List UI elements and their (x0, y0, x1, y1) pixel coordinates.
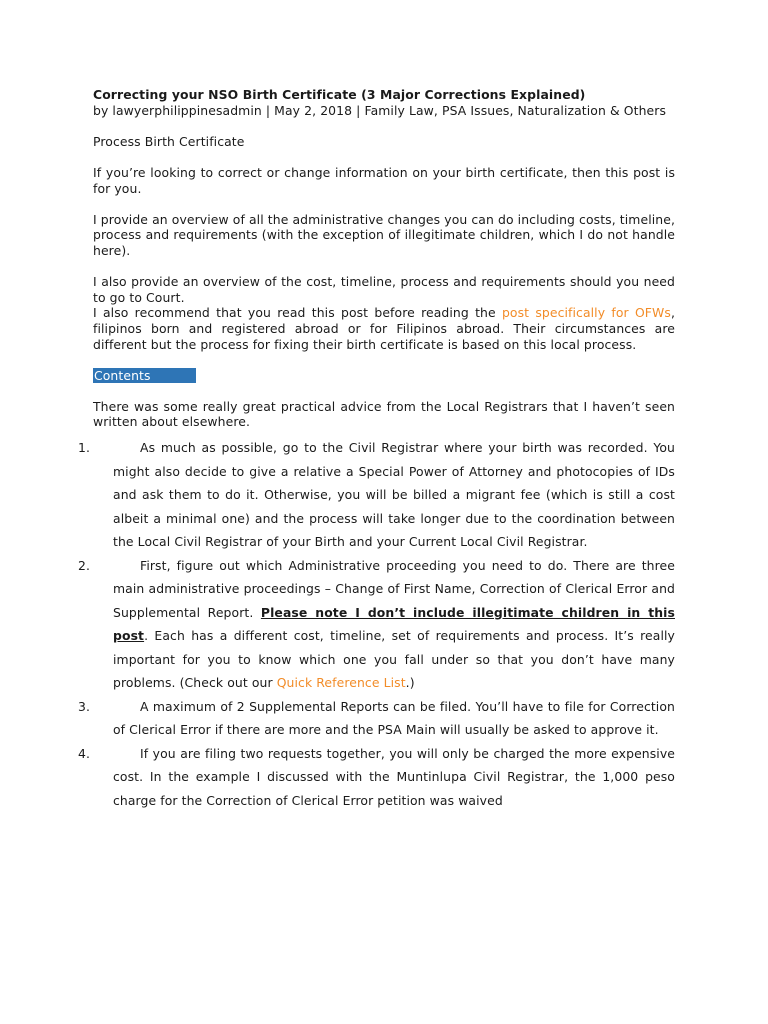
list-item-text: If you are filing two requests together, you will only be charged the more expensive cost. In the example I discussed with the Muntinlupa Civil Registrar, the 1,000 peso charge for the Correction of Clerical Error petition was waived (113, 745, 675, 808)
list-item (78, 695, 675, 742)
list-item (78, 554, 675, 695)
ofw-post-link[interactable]: post specifically for OFWs (501, 305, 671, 321)
intro-4-text-pre: I also recommend that you read this post before reading the (93, 305, 502, 321)
intro-paragraph-1: If you’re looking to correct or change information on your birth certificate, then this post is for you. (93, 164, 675, 196)
intro-4-text-post: , filipinos born and registered abroad or for Filipinos abroad. Their circumstances are different but the process for fixing their birth certificate is based on this local process. (93, 305, 675, 352)
list-item-text: As much as possible, go to the Civil Registrar where your birth was recorded. You might also decide to give a relative a Special Power of Attorney and photocopies of IDs and ask them to do it. Otherwise, you will be billed a migrant fee (which is still a cost albeit a minimal one) and the process will take longer due to the coordination between the Local Civil Registrar of your Birth and your Current Local Civil Registrar. (113, 440, 675, 550)
article-subtitle: Process Birth Certificate (93, 133, 245, 149)
advice-list (78, 436, 675, 812)
article-title: Correcting your NSO Birth Certificate (3 Major Corrections Explained) (93, 87, 586, 102)
intro-paragraph-4 (93, 305, 675, 352)
list-item-text-pre: First, figure out which Administrative proceeding you need to do. There are three main administrative proceedings – Change of First Name, Correction of Clerical Error and Supplemental Report. (113, 557, 675, 620)
list-item (78, 742, 675, 813)
list-item (78, 436, 675, 554)
list-number: 2. (78, 557, 91, 573)
contents-button[interactable]: Contents (93, 368, 196, 383)
advice-intro: There was some really great practical advice from the Local Registrars that I haven’t seen written about elsewhere. (93, 398, 675, 430)
intro-paragraph-2: I provide an overview of all the administrative changes you can do including costs, timeline, process and requirements (with the exception of illegitimate children, which I do not handle here). (93, 211, 675, 258)
list-number: 3. (78, 698, 91, 714)
article-byline: by lawyerphilippinesadmin | May 2, 2018 | Family Law, PSA Issues, Naturalization & Others (93, 102, 667, 118)
document-page (78, 87, 675, 812)
contents-toc (93, 368, 675, 384)
illegitimate-note: Please note I don’t include illegitimate children in this post (113, 604, 675, 644)
list-number: 1. (78, 440, 91, 456)
list-number: 4. (78, 745, 91, 761)
quick-reference-link[interactable]: Quick Reference List (276, 675, 406, 691)
list-item-text-post: .) (405, 675, 415, 691)
intro-paragraph-3: I also provide an overview of the cost, timeline, process and requirements should you need to go to Court. (93, 274, 675, 305)
list-item-text: A maximum of 2 Supplemental Reports can be filed. You’ll have to file for Correction of Clerical Error if there are more and the PSA Main will usually be asked to approve it. (113, 698, 675, 738)
list-item-text-mid: . Each has a different cost, timeline, set of requirements and process. It’s really important for you to know which one you fall under so that you don’t have many problems. (Check out our (113, 628, 675, 691)
